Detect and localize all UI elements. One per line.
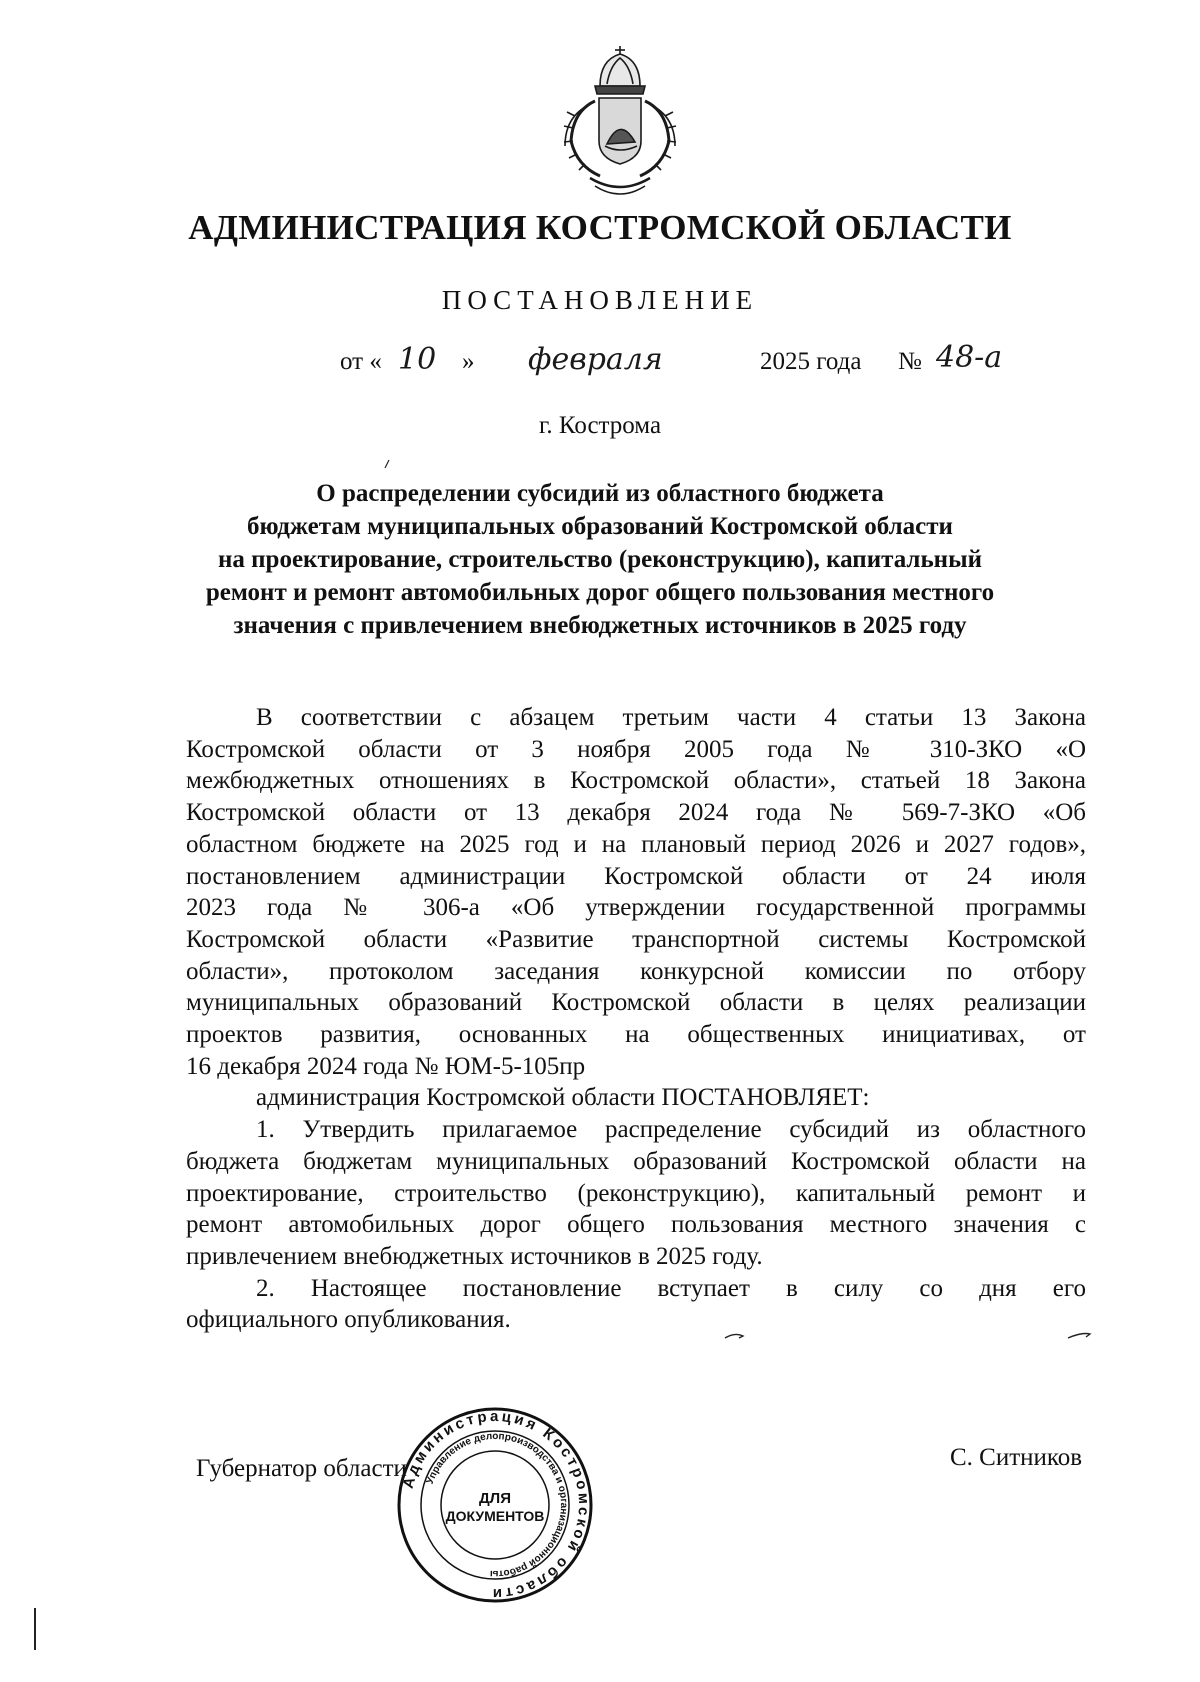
official-stamp	[395, 1405, 595, 1605]
signatory-position: Губернатор области	[196, 1455, 407, 1482]
body-line: проектов развития, основанных на общественных инициативах, от	[186, 1021, 1086, 1049]
body-line: официального опубликования.	[186, 1306, 511, 1334]
subject-line: ремонт и ремонт автомобильных дорог общего пользования местного	[205, 579, 995, 606]
body-line: постановлением администрации Костромской области от 24 июля	[186, 862, 1086, 890]
body-line: проектирование, строительство (реконструкцию), капитальный ремонт и	[186, 1179, 1086, 1207]
date-close-quote: »	[462, 348, 475, 375]
subject-line: бюджетам муниципальных образований Костромской области	[247, 513, 953, 540]
handwritten-number: 48-а	[936, 340, 1003, 375]
subject-line: значения с привлечением внебюджетных источников в 2025 году	[233, 612, 967, 639]
stamp-center-line-2: ДОКУМЕНТОВ	[445, 1508, 545, 1524]
handwritten-day: 10	[398, 342, 437, 377]
signatory-name: С. Ситников	[950, 1444, 1083, 1471]
number-sign: №	[898, 348, 922, 375]
date-year: 2025 года	[760, 348, 862, 375]
body-line: областном бюджете на 2025 год и на плановый период 2026 и 2027 годов»,	[186, 830, 1086, 858]
document-subject	[170, 477, 1030, 642]
handwritten-month: февраля	[528, 342, 663, 377]
body-line: 2023 года № 306-а «Об утверждении государственной программы	[186, 894, 1086, 922]
body-line: Костромской области от 3 ноября 2005 года № 310-ЗКО «О	[186, 735, 1086, 763]
subject-line: О распределении субсидий из областного бюджета	[316, 480, 884, 507]
body-line: бюджета бюджетам муниципальных образований Костромской области на	[186, 1147, 1086, 1175]
body-line: Костромской области «Развитие транспортной системы Костромской	[186, 925, 1086, 953]
body-line: муниципальных образований Костромской области в целях реализации	[186, 989, 1086, 1017]
city-name: г. Кострома	[538, 412, 662, 439]
body-line: 1. Утвердить прилагаемое распределение субсидий из областного	[256, 1116, 1086, 1144]
document-body	[186, 702, 1086, 1336]
organization-title: АДМИНИСТРАЦИЯ КОСТРОМСКОЙ ОБЛАСТИ	[188, 208, 1012, 247]
body-line: привлечением внебюджетных источников в 2025 году.	[186, 1242, 763, 1270]
coat-of-arms-emblem	[555, 46, 685, 204]
stamp-outer-text: Администрация Костромской области	[399, 1407, 593, 1603]
body-line: Костромской области от 13 декабря 2024 года № 569-7-ЗКО «Об	[186, 799, 1086, 827]
body-line: администрация Костромской области ПОСТАНОВЛЯЕТ:	[256, 1084, 870, 1112]
body-line: межбюджетных отношениях в Костромской области», статьей 18 Закона	[186, 767, 1086, 795]
body-line: В соответствии с абзацем третьим части 4 статьи 13 Закона	[256, 704, 1086, 731]
date-prefix: от «	[340, 348, 382, 375]
subject-line: на проектирование, строительство (реконструкцию), капитальный	[218, 546, 982, 573]
stamp-center-line-1: ДЛЯ	[479, 1490, 511, 1507]
document-type-title: ПОСТАНОВЛЕНИЕ	[441, 285, 759, 315]
body-line: 2. Настоящее постановление вступает в силу со дня его	[256, 1274, 1086, 1302]
body-line: 16 декабря 2024 года № ЮМ-5-105пр	[186, 1052, 586, 1080]
stamp-inner-text: Управление делопроизводства и организационной работы	[424, 1430, 570, 1580]
body-line: ремонт автомобильных дорог общего пользования местного значения с	[186, 1211, 1086, 1239]
body-line: области», протоколом заседания конкурсной комиссии по отбору	[186, 957, 1086, 985]
